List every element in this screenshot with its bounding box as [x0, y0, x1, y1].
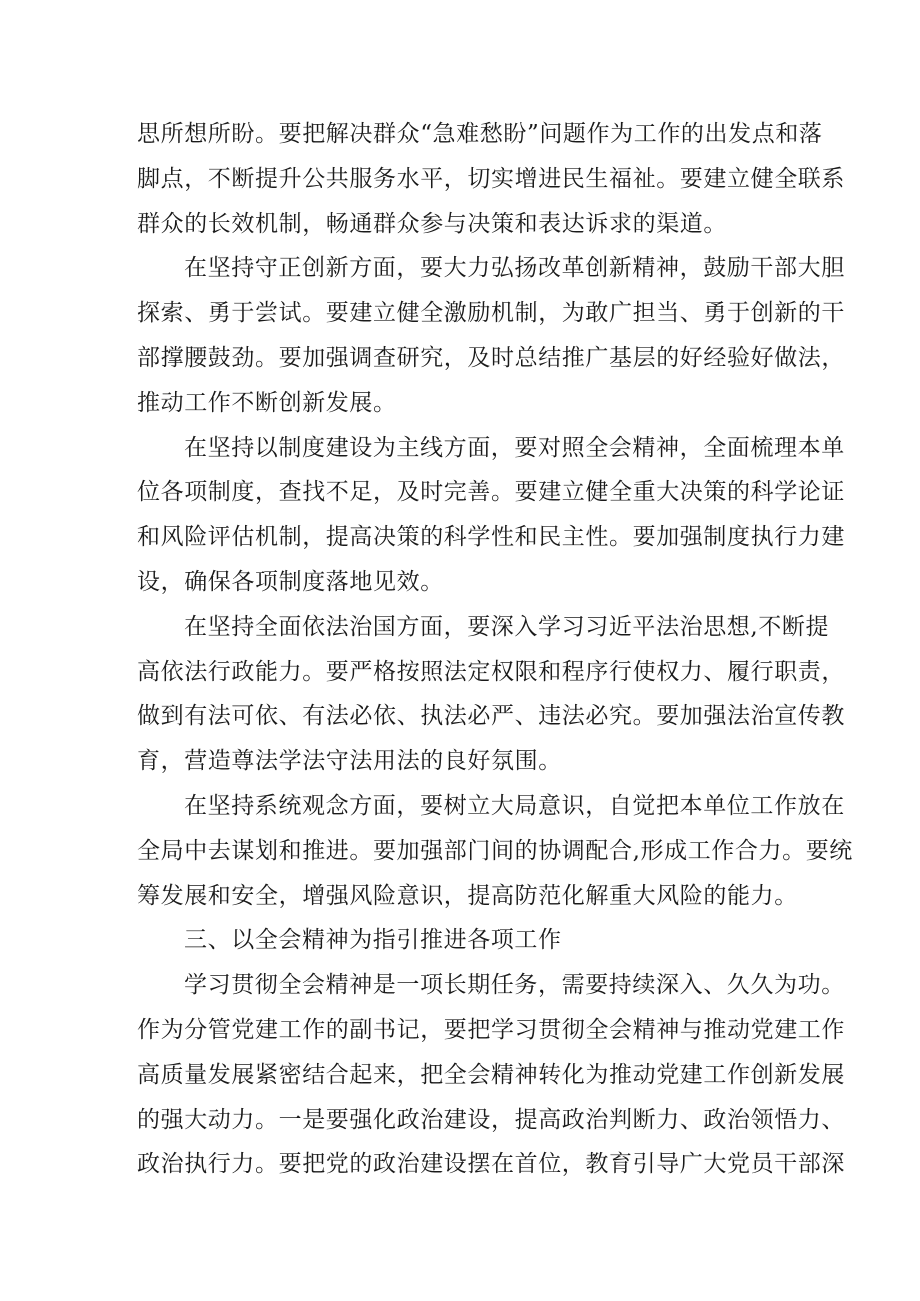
text-line: 探索、勇于尝试。要建立健全激励机制，为敢广担当、勇于创新的干 [137, 300, 845, 327]
text-line: 推动工作不断创新发展。 [137, 389, 397, 416]
text-line: 设，确保各项制度落地见效。 [137, 568, 444, 595]
text-line: 高依法行政能力。要严格按照法定权限和程序行使权力、履行职责， [137, 658, 845, 685]
text-line: 做到有法可依、有法必依、执法必严、违法必究。要加强法治宣传教 [137, 703, 845, 730]
text-line: 政治执行力。要把党的政治建设摆在首位，教育引导广大党员干部深 [137, 1151, 845, 1178]
paragraph-start-line: 在坚持全面依法治国方面，要深入学习习近平法治思想,不断提 [184, 613, 830, 640]
text-line: 脚点，不断提升公共服务水平，切实增进民生福祉。要建立健全联系 [137, 165, 845, 192]
text-line: 群众的长效机制，畅通群众参与决策和表达诉求的渠道。 [137, 210, 727, 237]
text-line: 部撑腰鼓劲。要加强调查研究，及时总结推广基层的好经验好做法， [137, 344, 845, 371]
section-heading: 三、以全会精神为指引推进各项工作 [184, 927, 562, 954]
text-line: 全局中去谋划和推进。要加强部门间的协调配合,形成工作合力。要统 [137, 837, 853, 864]
paragraph-start-line: 学习贯彻全会精神是一项长期任务，需要持续深入、久久为功。 [184, 972, 845, 999]
paragraph-start-line: 在坚持以制度建设为主线方面，要对照全会精神，全面梳理本单 [184, 434, 845, 461]
text-line: 高质量发展紧密结合起来，把全会精神转化为推动党建工作创新发展 [137, 1061, 845, 1088]
text-line: 育，营造尊法学法守法用法的良好氛围。 [137, 748, 562, 775]
text-line: 筹发展和安全，增强风险意识，提高防范化解重大风险的能力。 [137, 882, 798, 909]
document-body [137, 112, 853, 1187]
text-line: 位各项制度，查找不足，及时完善。要建立健全重大决策的科学论证 [137, 479, 845, 506]
paragraph-start-line: 在坚持系统观念方面，要树立大局意识，自觉把本单位工作放在 [184, 792, 845, 819]
text-line: 的强大动力。一是要强化政治建设，提高政治判断力、政治领悟力、 [137, 1106, 845, 1133]
text-line: 和风险评估机制，提高决策的科学性和民主性。要加强制度执行力建 [137, 524, 845, 551]
text-line: 思所想所盼。要把解决群众“急难愁盼”问题作为工作的出发点和落 [137, 121, 823, 147]
text-line: 作为分管党建工作的副书记，要把学习贯彻全会精神与推动党建工作 [137, 1016, 845, 1043]
paragraph-start-line: 在坚持守正创新方面，要大力弘扬改革创新精神，鼓励干部大胆 [184, 255, 845, 282]
